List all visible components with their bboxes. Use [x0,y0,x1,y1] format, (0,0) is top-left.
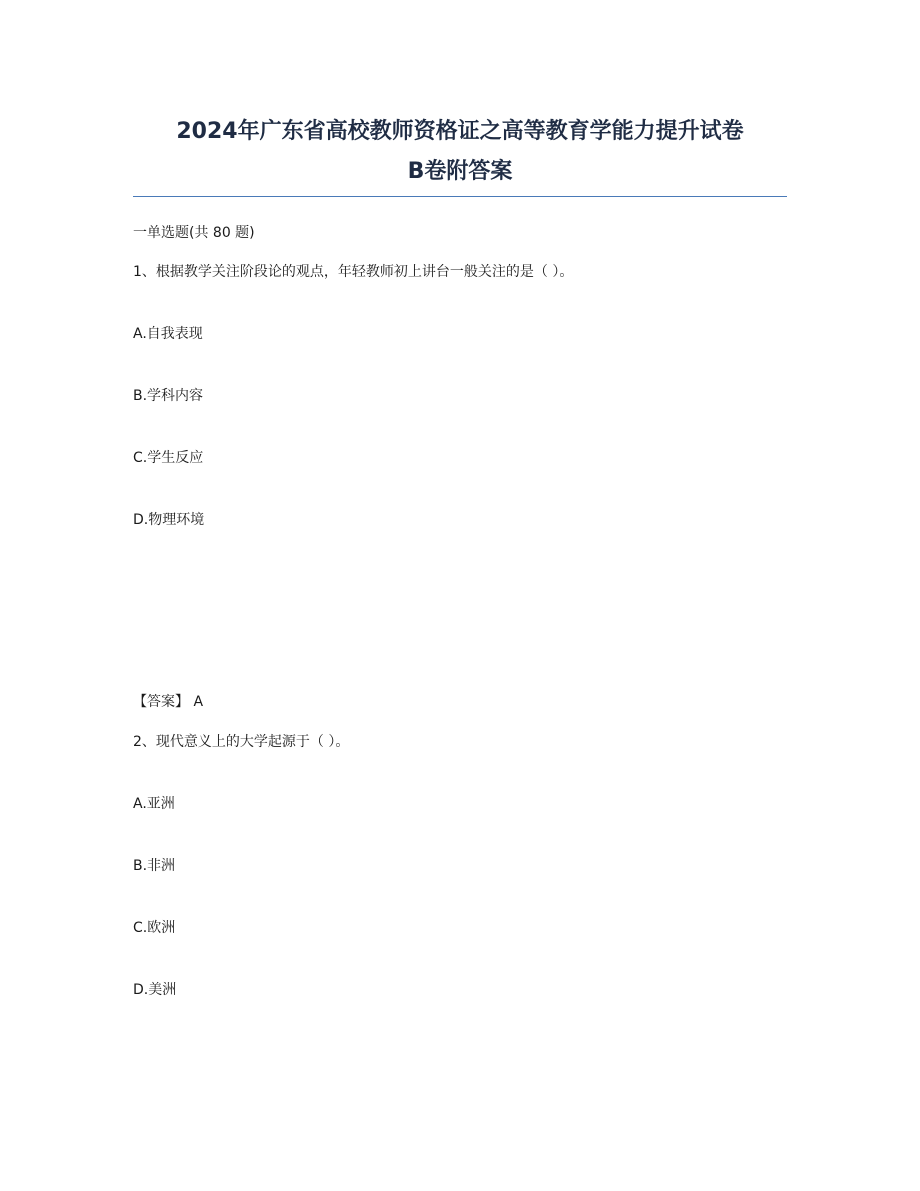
question-1-option-b: B.学科内容 [133,388,204,404]
question-2-stem: 2、现代意义上的大学起源于（ ）。 [133,734,350,750]
question-2-option-c: C.欧洲 [133,920,176,936]
question-1-option-a: A.自我表现 [133,326,203,342]
question-2-option-a: A.亚洲 [133,796,175,812]
question-2-option-b: B.非洲 [133,858,176,874]
question-1-answer: 【答案】 A [133,694,204,710]
page-title-line-1: 2024年广东省高校教师资格证之高等教育学能力提升试卷 [176,119,744,144]
title-divider [133,196,787,197]
section-heading: 一单选题(共 80 题) [133,225,255,241]
question-1-option-c: C.学生反应 [133,450,204,466]
question-2-option-d: D.美洲 [133,982,177,998]
page-title-line-2: B卷附答案 [407,159,513,184]
question-1-stem: 1、根据教学关注阶段论的观点，年轻教师初上讲台一般关注的是（ ）。 [133,264,574,280]
question-1-option-d: D.物理环境 [133,512,205,528]
